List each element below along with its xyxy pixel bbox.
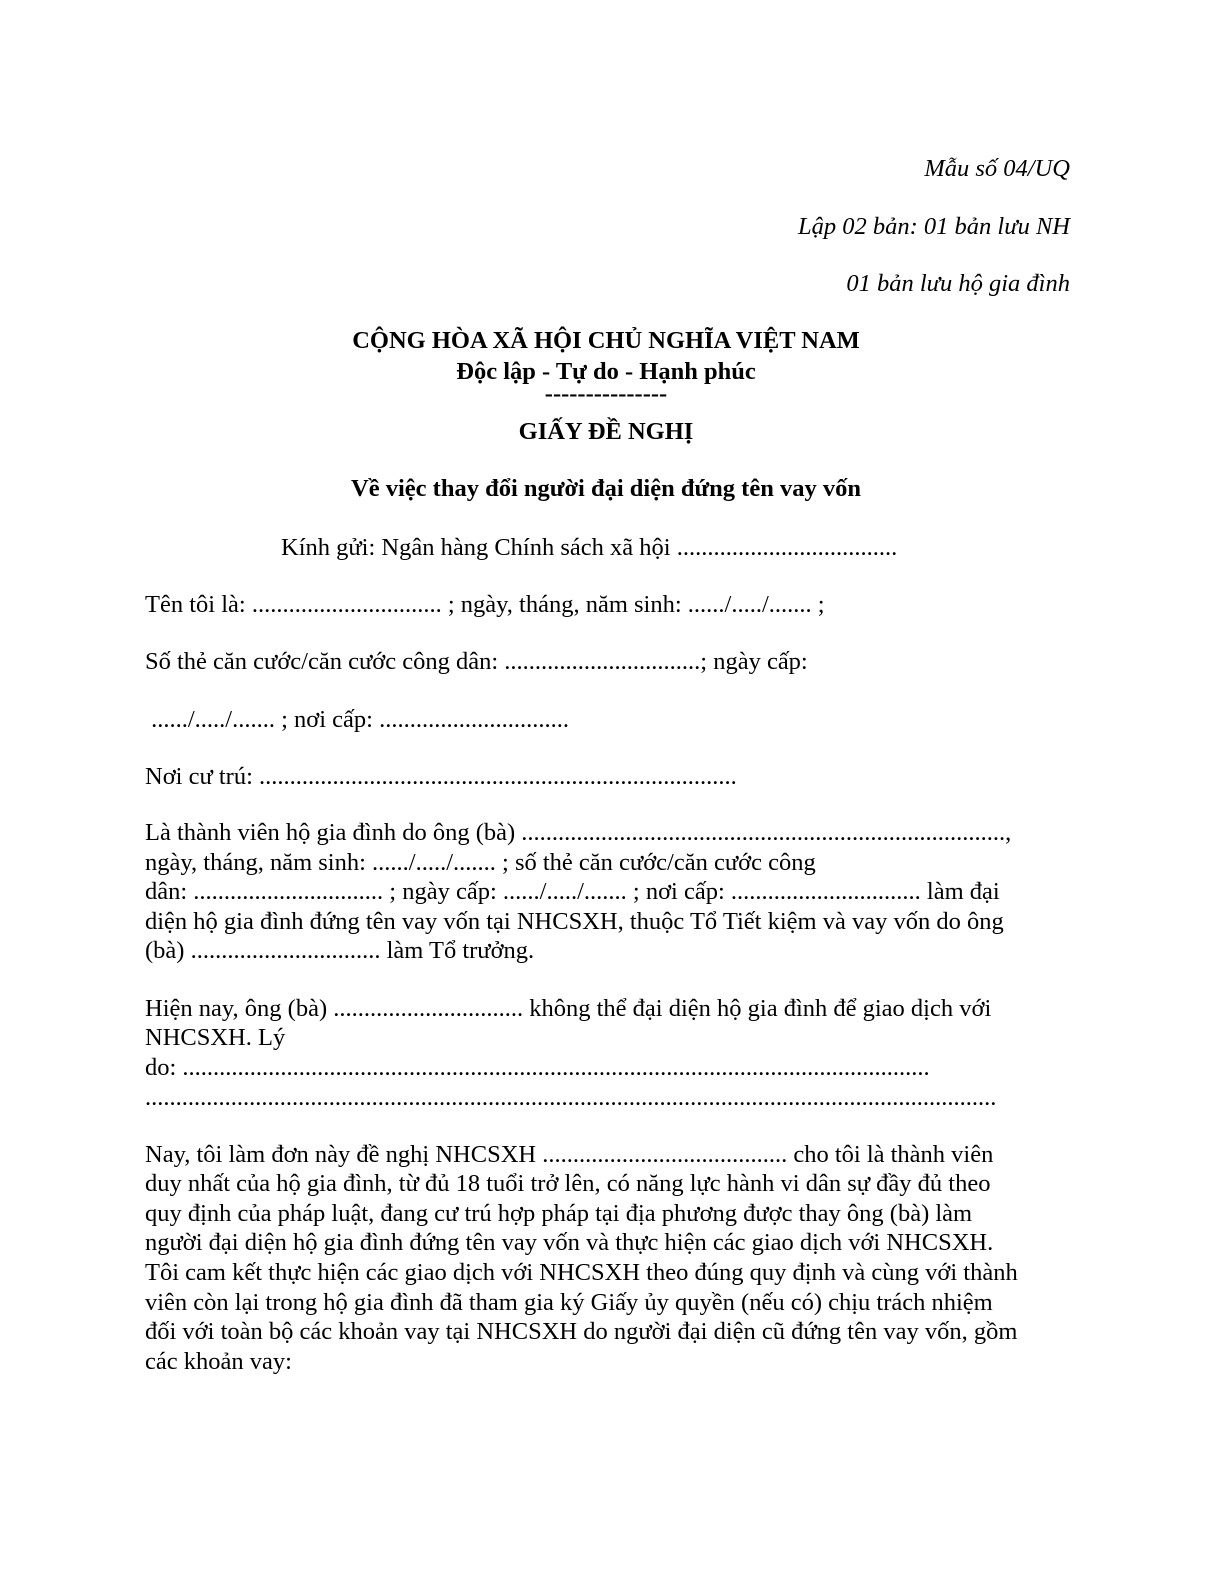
national-motto: Độc lập - Tự do - Hạnh phúc <box>456 358 756 385</box>
request-line: duy nhất của hộ gia đình, từ đủ 18 tuổi trở lên, có năng lực hành vi dân sự đầy đủ theo <box>145 1170 991 1197</box>
applicant-residence-line: Nơi cư trú: .............................................................................. <box>145 763 737 790</box>
member-line: Là thành viên hộ gia đình do ông (bà) ..............................................................................., <box>145 819 1012 846</box>
request-line: đối với toàn bộ các khoản vay tại NHCSXH do người đại diện cũ đứng tên vay vốn, gồm <box>145 1318 1018 1345</box>
applicant-id-line: Số thẻ căn cước/căn cước công dân: ................................; ngày cấp: <box>145 648 808 675</box>
header-separator: --------------- <box>544 380 668 407</box>
request-line: Nay, tôi làm đơn này đề nghị NHCSXH ........................................ cho tôi là thành viên <box>145 1141 994 1168</box>
member-line: diện hộ gia đình đứng tên vay vốn tại NHCSXH, thuộc Tổ Tiết kiệm và vay vốn do ông <box>145 908 1004 935</box>
national-title: CỘNG HÒA XÃ HỘI CHỦ NGHĨA VIỆT NAM <box>352 327 860 354</box>
request-line: viên còn lại trong hộ gia đình đã tham gia ký Giấy ủy quyền (nếu có) chịu trách nhiệm <box>145 1289 993 1316</box>
recipient-line: Kính gửi: Ngân hàng Chính sách xã hội .................................... <box>281 534 898 561</box>
copies-note-line-2: 01 bản lưu hộ gia đình <box>846 270 1070 297</box>
request-line: các khoản vay: <box>145 1348 292 1375</box>
reason-line: do: .......................................................................................................................... <box>145 1054 930 1081</box>
form-number: Mẫu số 04/UQ <box>924 155 1070 182</box>
request-line: quy định của pháp luật, đang cư trú hợp pháp tại địa phương được thay ông (bà) làm <box>145 1200 973 1227</box>
reason-line: Hiện nay, ông (bà) ............................... không thể đại diện hộ gia đình để giao dịch với <box>145 995 992 1022</box>
request-line: người đại diện hộ gia đình đứng tên vay vốn và thực hiện các giao dịch với NHCSXH. <box>145 1229 994 1256</box>
member-line: (bà) ............................... làm Tổ trưởng. <box>145 937 535 964</box>
member-line: ngày, tháng, năm sinh: ....../...../....... ; số thẻ căn cước/căn cước công <box>145 849 816 876</box>
reason-line: ........................................................................................................................................... <box>145 1084 997 1111</box>
member-line: dân: ............................... ; ngày cấp: ....../...../....... ; nơi cấp: ............................... làm đại <box>145 878 1000 905</box>
applicant-name-line: Tên tôi là: ............................... ; ngày, tháng, năm sinh: ....../...../....... ; <box>145 591 825 618</box>
document-title: GIẤY ĐỀ NGHỊ <box>518 418 694 445</box>
document-subtitle: Về việc thay đổi người đại diện đứng tên vay vốn <box>351 475 861 502</box>
request-line: Tôi cam kết thực hiện các giao dịch với NHCSXH theo đúng quy định và cùng với thành <box>145 1259 1018 1286</box>
copies-note-line-1: Lập 02 bản: 01 bản lưu NH <box>798 213 1070 240</box>
reason-line: NHCSXH. Lý <box>145 1024 286 1051</box>
applicant-issue-line: ....../...../....... ; nơi cấp: ............................... <box>145 706 569 733</box>
